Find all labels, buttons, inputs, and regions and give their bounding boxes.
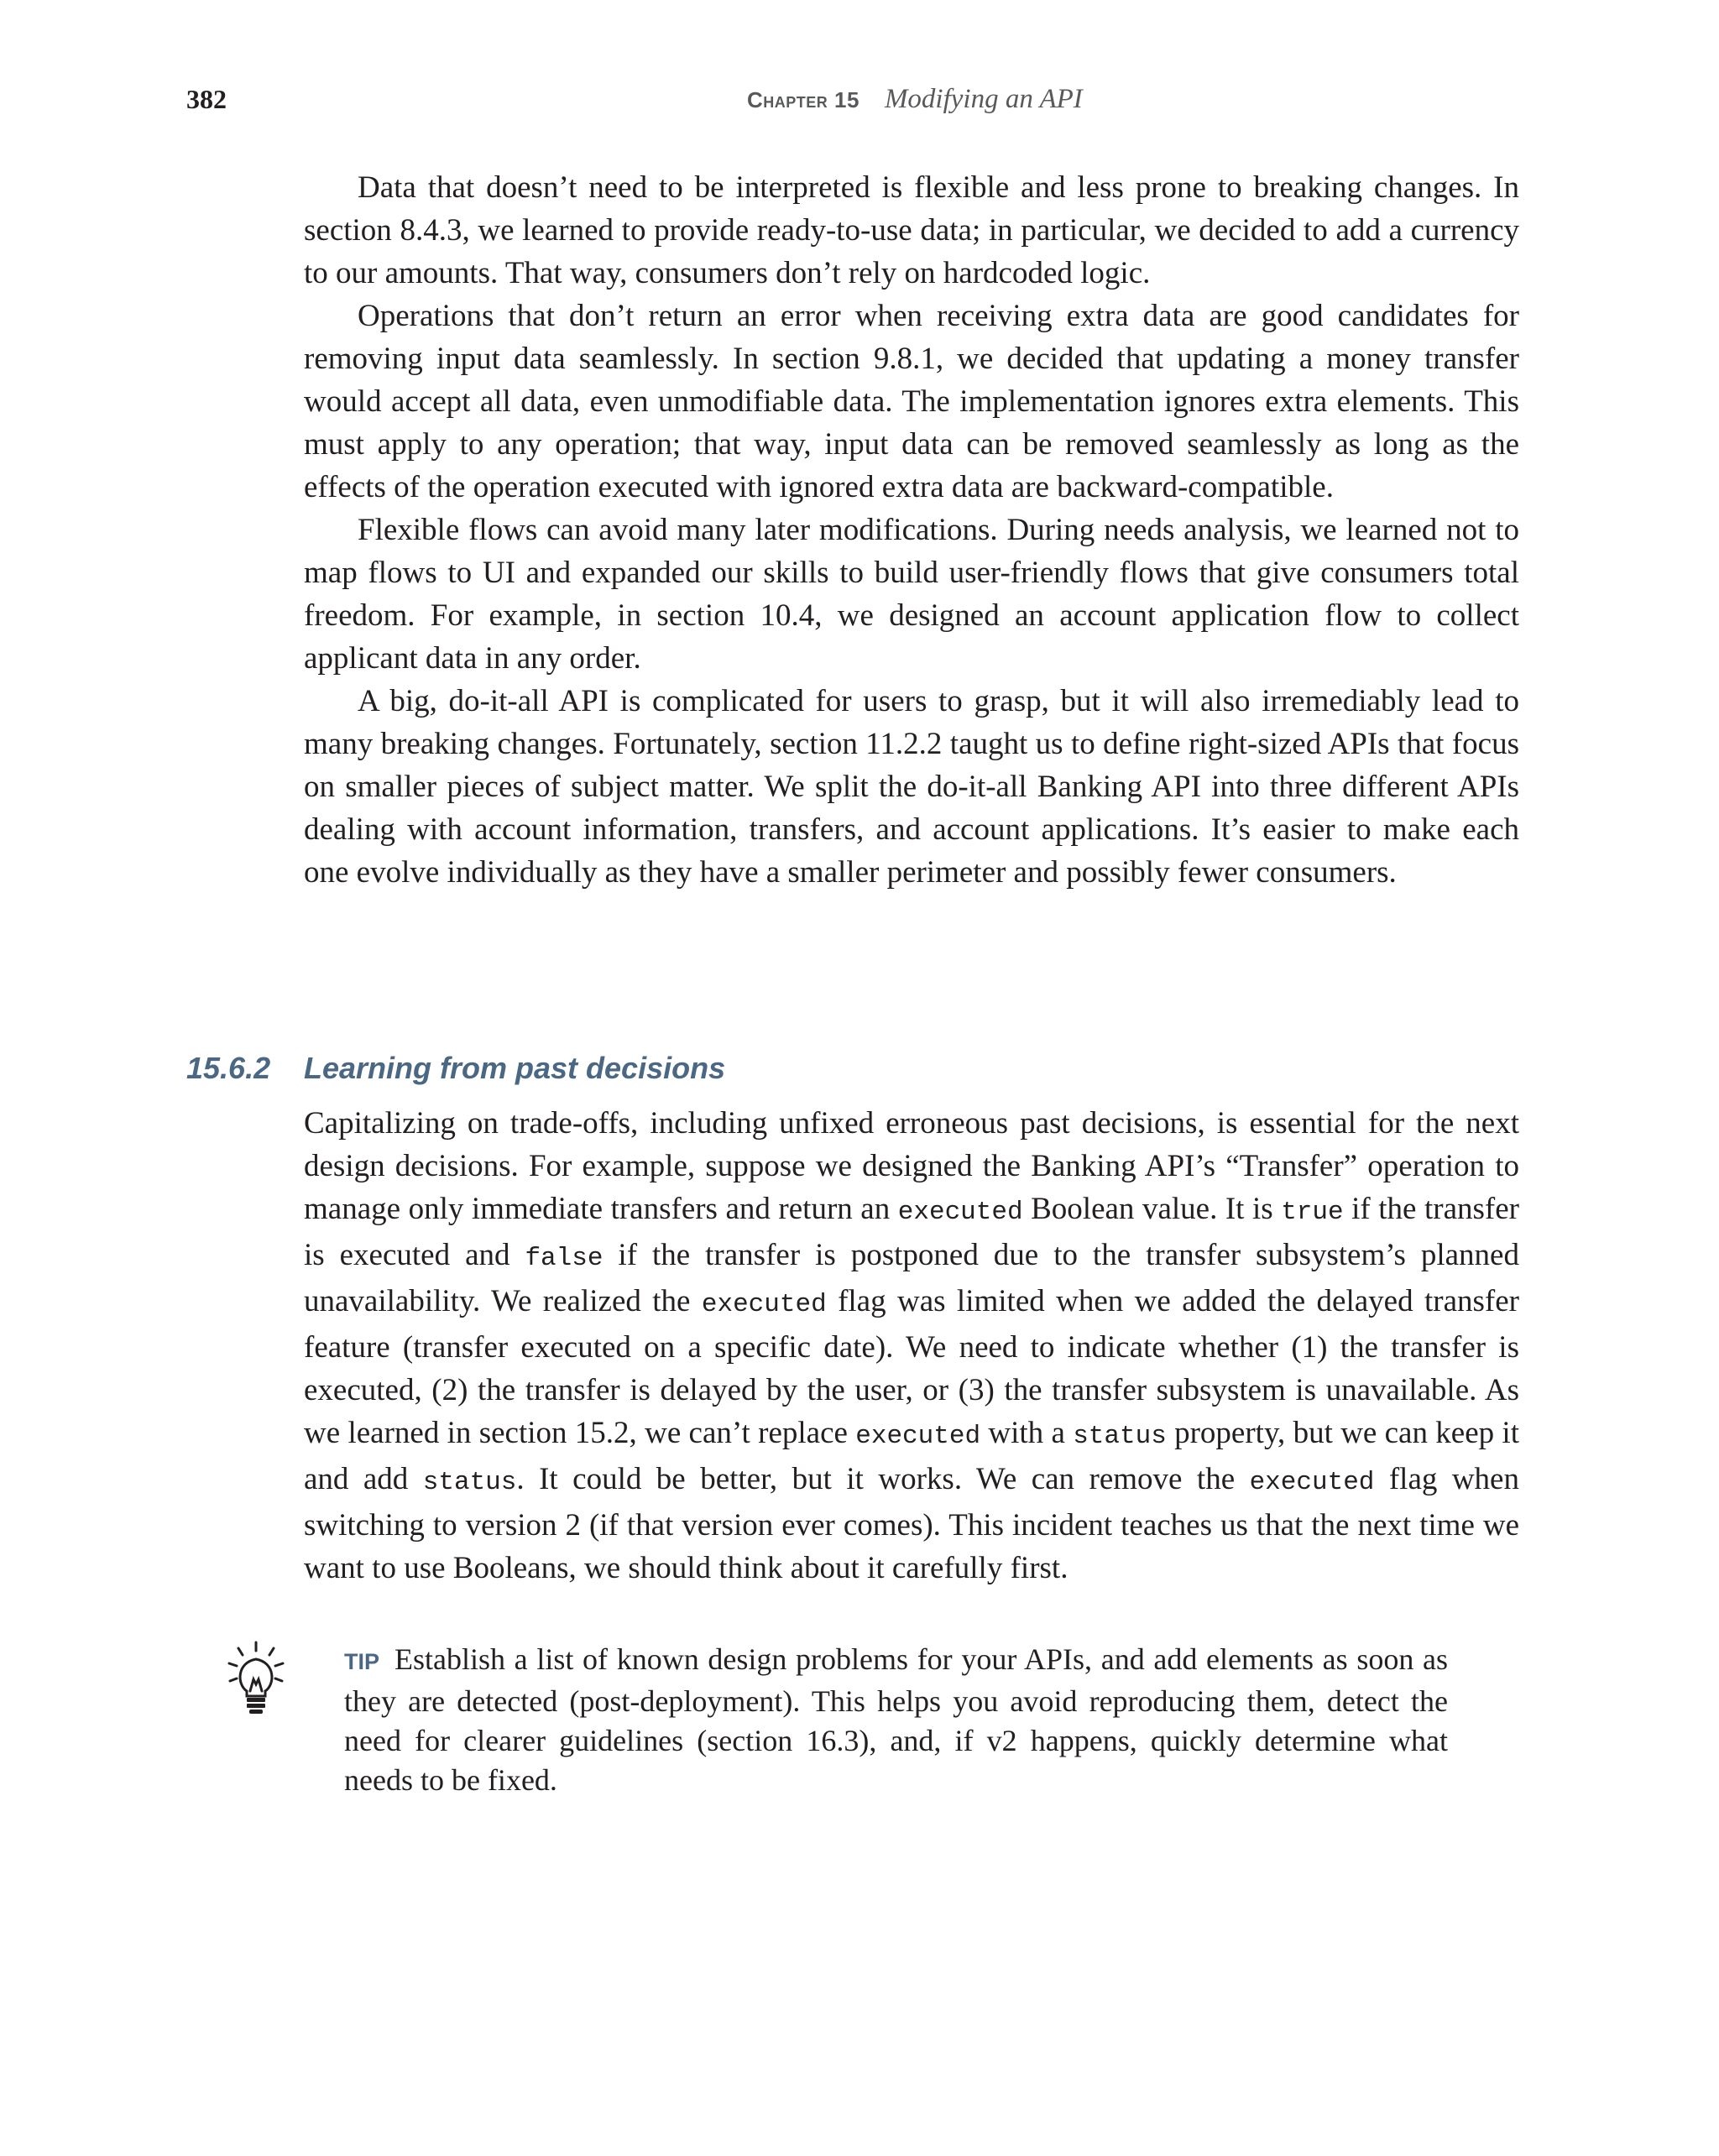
chapter-header [747, 82, 1083, 117]
section-number: 15.6.2 [186, 1051, 271, 1085]
chapter-title: Modifying an API [884, 84, 1083, 114]
tip-label: TIP [344, 1649, 380, 1674]
paragraph: Data that doesn’t need to be interpreted is flexible and less prone to breaking changes. In section 8.4.3, we learned to provide ready-to-use data; in particular, we decided to add a currency to our amounts. That way, consumers don’t rely on hardcoded logic. [304, 170, 1519, 290]
tip-text: Establish a list of known design problems for your APIs, and add elements as soon as they are detected (post-deployment). This helps you avoid reproducing them, detect the need for clearer guidelines (section 16.3), and, if v2 happens, quickly determine what needs to be fixed. [344, 1642, 1448, 1797]
code-executed: executed [855, 1422, 981, 1451]
paragraph: Operations that don’t return an error when receiving extra data are good candidates for removing input data seamlessly. In section 9.8.1, we decided that updating a money transfer would accept all data, even unmodifiable data. The implementation ignores extra elements. This must apply to any operation; that way, input data can be removed seamlessly as long as the effects of the operation executed with ignored extra data are backward-compatible. [304, 299, 1519, 504]
text-run: if the transfer is executed and [304, 1192, 1519, 1272]
text-run: . It could be better, but it works. We can remove the [516, 1462, 1250, 1496]
code-status: status [1073, 1422, 1167, 1451]
text-run: flag when switching to version 2 (if that version ever comes). This incident teaches us that the next time we want to use Booleans, we should think about it carefully first. [304, 1462, 1519, 1585]
chapter-label: Chapter 15 [747, 87, 860, 112]
section-title: Learning from past decisions [304, 1051, 726, 1085]
lightbulb-icon [227, 1641, 285, 1716]
code-executed: executed [897, 1198, 1023, 1227]
code-true: true [1281, 1198, 1344, 1227]
text-run: with a [980, 1416, 1074, 1450]
code-status: status [422, 1468, 517, 1497]
text-run: property, but we can keep it and add [304, 1416, 1519, 1496]
paragraph [304, 1102, 1519, 1590]
text-run: Capitalizing on trade-offs, including unfixed erroneous past decisions, is essential for the next design decisions. For example, suppose we designed the Banking API’s “Transfer” operation to manage only immediate transfers and return an [304, 1106, 1519, 1226]
running-head [0, 82, 1719, 124]
text-run: if the transfer is postponed due to the transfer subsystem’s planned unavailability. We realized the [304, 1238, 1519, 1318]
section-text [304, 1102, 1519, 1590]
code-executed: executed [701, 1290, 827, 1319]
text-run: Boolean value. It is [1022, 1192, 1282, 1226]
text-run: flag was limited when we added the delayed transfer feature (transfer executed on a specific date). We need to indicate whether (1) the transfer is executed, (2) the transfer is delayed by the user, or (3) the transfer subsystem is unavailable. As we learned in section 15.2, we can’t replace [304, 1284, 1519, 1450]
code-false: false [525, 1244, 603, 1273]
intro-text [304, 166, 1519, 894]
paragraph: Flexible flows can avoid many later modifications. During needs analysis, we learned not to map flows to UI and expanded our skills to build user-friendly flows that give consumers total freedom. For example, in section 10.4, we designed an account application flow to collect applicant data in any order. [304, 513, 1519, 676]
page-number: 382 [186, 84, 227, 114]
paragraph: A big, do-it-all API is complicated for users to grasp, but it will also irremediably lead to many breaking changes. Fortunately, section 11.2.2 taught us to define right-sized APIs that focus on smaller pieces of subject matter. We split the do-it-all Banking API into three different APIs dealing with account information, transfers, and account applications. It’s easier to make each one evolve individually as they have a smaller perimeter and possibly fewer consumers. [304, 684, 1519, 890]
code-executed: executed [1249, 1468, 1375, 1497]
tip-box [344, 1640, 1448, 1800]
section-heading [186, 1047, 1529, 1089]
